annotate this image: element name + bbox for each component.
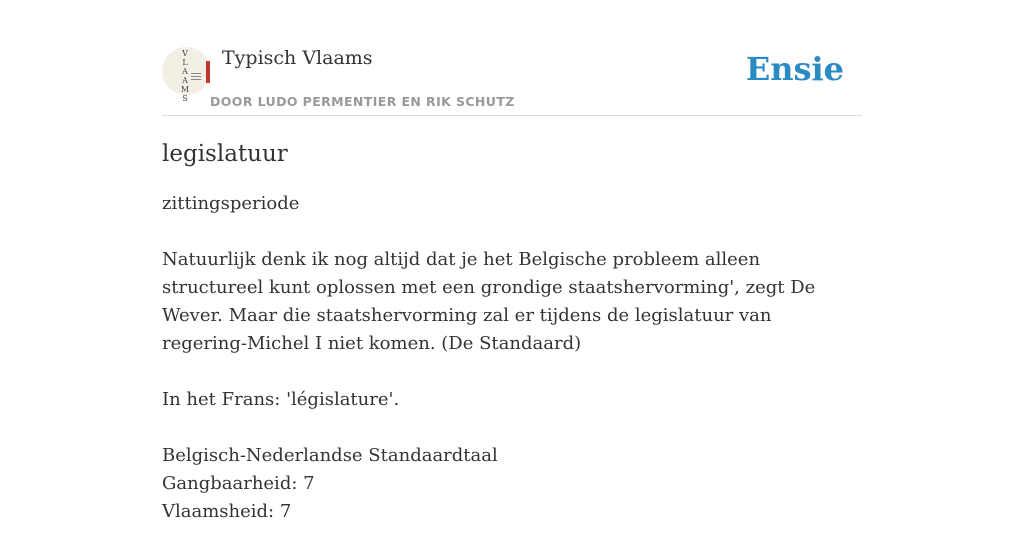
logo-accent-bar <box>206 61 210 83</box>
ensie-brand-link[interactable]: Ensie <box>745 50 844 88</box>
entry-example: Natuurlijk denk ik nog altijd dat je het Belgische probleem alleen structureel kunt oplossen met een grondige staatshervorming', zegt De Wever. Maar die staatshervorming zal er tijdens de legislatuur van regering-Michel I niet komen. (De Standaard) <box>162 249 816 354</box>
page-header <box>162 40 862 116</box>
dictionary-title-link[interactable]: Typisch Vlaams <box>222 47 373 69</box>
entry-body <box>162 190 862 526</box>
entry-definition: zittingsperiode <box>162 193 300 214</box>
entry-vlaamsheid: Vlaamsheid: 7 <box>162 501 292 522</box>
entry-register: Belgisch-Nederlandse Standaardtaal <box>162 445 498 466</box>
entry-content <box>162 140 862 554</box>
logo-decoration <box>191 73 201 82</box>
logo-letters: V L A A M S <box>180 49 190 103</box>
entry-metadata <box>162 442 862 526</box>
entry-term: legislatuur <box>162 141 288 167</box>
dictionary-authors: DOOR LUDO PERMENTIER EN RIK SCHUTZ <box>210 94 515 109</box>
entry-gangbaarheid: Gangbaarheid: 7 <box>162 473 315 494</box>
entry-french-note: In het Frans: 'législature'. <box>162 389 400 410</box>
dictionary-logo[interactable] <box>162 47 210 103</box>
